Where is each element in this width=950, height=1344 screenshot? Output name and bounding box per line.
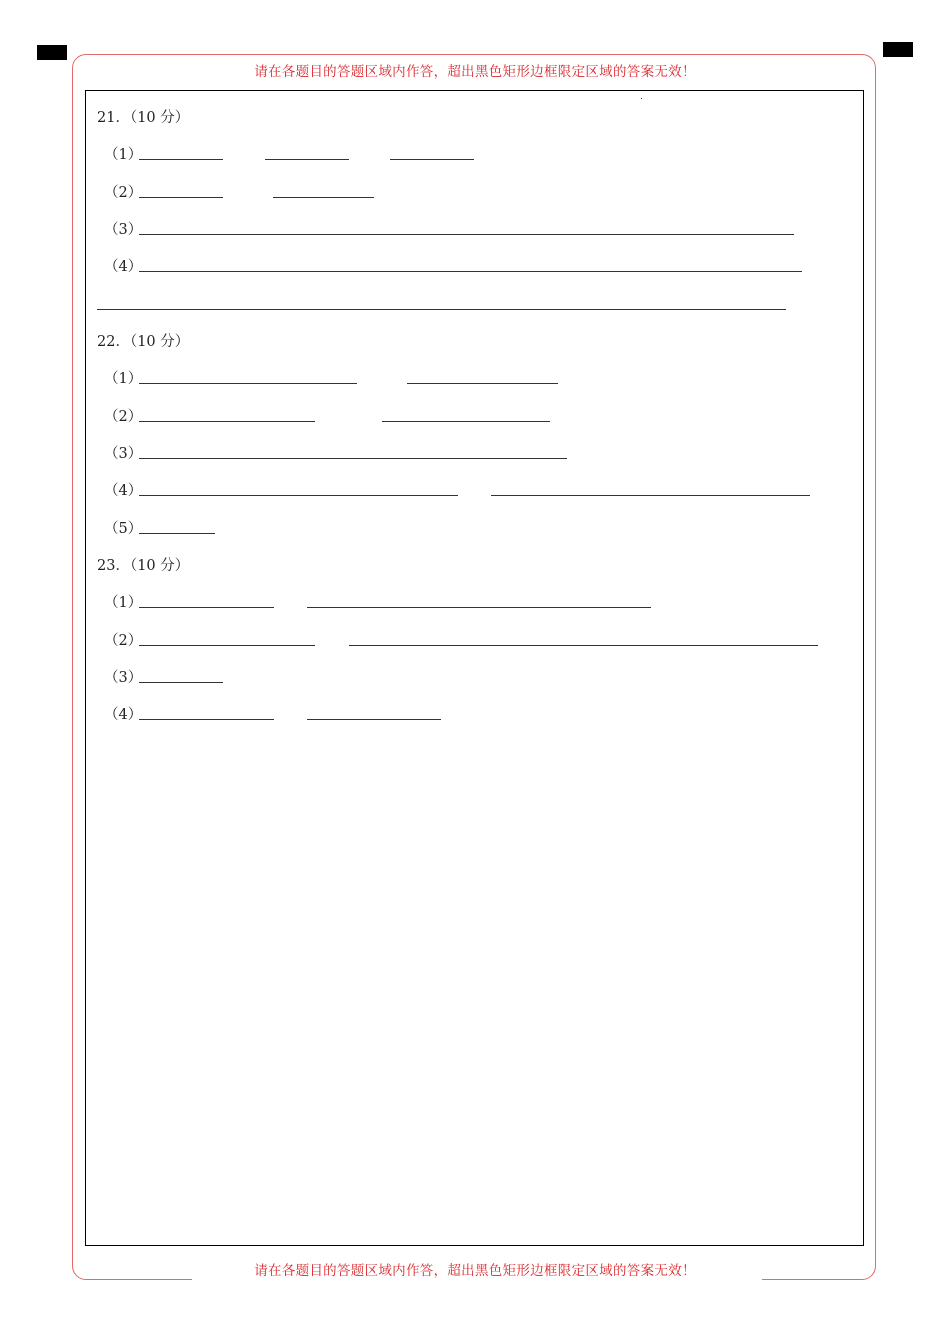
q23-item-2-label: （2）	[104, 633, 143, 649]
q23-3-blank[interactable]	[139, 682, 223, 683]
q21-item-1-label: （1）	[104, 147, 143, 163]
question-21-title: 21．（10 分）	[97, 110, 190, 126]
q22-4-blank-a[interactable]	[139, 495, 458, 496]
q22-1-blank-b[interactable]	[407, 383, 558, 384]
q23-item-4-label: （4）	[104, 707, 143, 723]
q21-item-4-label: （4）	[104, 259, 143, 275]
stray-dot	[641, 98, 642, 99]
q23-1-blank-b[interactable]	[307, 607, 651, 608]
question-23-title: 23．（10 分）	[97, 558, 190, 574]
q21-1-blank-a[interactable]	[139, 159, 223, 160]
q21-3-blank[interactable]	[139, 234, 794, 235]
q23-item-1-label: （1）	[104, 595, 143, 611]
q22-item-4-label: （4）	[104, 483, 143, 499]
q23-4-blank-a[interactable]	[139, 719, 274, 720]
q23-1-blank-a[interactable]	[139, 607, 274, 608]
q22-item-3-label: （3）	[104, 446, 143, 462]
q23-2-blank-a[interactable]	[139, 645, 315, 646]
q21-1-blank-c[interactable]	[390, 159, 474, 160]
q21-item-3-label: （3）	[104, 222, 143, 238]
q23-2-blank-b[interactable]	[349, 645, 818, 646]
warning-text-bottom: 请在各题目的答题区域内作答，超出黑色矩形边框限定区域的答案无效！	[254, 1263, 696, 1279]
answer-box	[85, 90, 864, 1246]
q22-3-blank[interactable]	[139, 458, 567, 459]
q23-4-blank-b[interactable]	[307, 719, 441, 720]
q22-item-2-label: （2）	[104, 409, 143, 425]
q22-item-1-label: （1）	[104, 371, 143, 387]
q22-2-blank-b[interactable]	[382, 421, 550, 422]
q21-4-blank-a[interactable]	[139, 271, 802, 272]
q21-item-2-label: （2）	[104, 185, 143, 201]
q21-4-blank-b[interactable]	[97, 309, 786, 310]
q21-2-blank-b[interactable]	[273, 197, 374, 198]
q22-2-blank-a[interactable]	[139, 421, 315, 422]
alignment-marker-right	[883, 42, 913, 57]
q22-1-blank-a[interactable]	[139, 383, 357, 384]
question-22-title: 22．（10 分）	[97, 334, 190, 350]
warning-text-top: 请在各题目的答题区域内作答，超出黑色矩形边框限定区域的答案无效！	[254, 64, 696, 80]
q22-item-5-label: （5）	[104, 521, 143, 537]
q22-5-blank[interactable]	[139, 533, 215, 534]
q21-1-blank-b[interactable]	[265, 159, 349, 160]
q21-2-blank-a[interactable]	[139, 197, 223, 198]
q23-item-3-label: （3）	[104, 670, 143, 686]
alignment-marker-left	[37, 45, 67, 60]
q22-4-blank-b[interactable]	[491, 495, 810, 496]
